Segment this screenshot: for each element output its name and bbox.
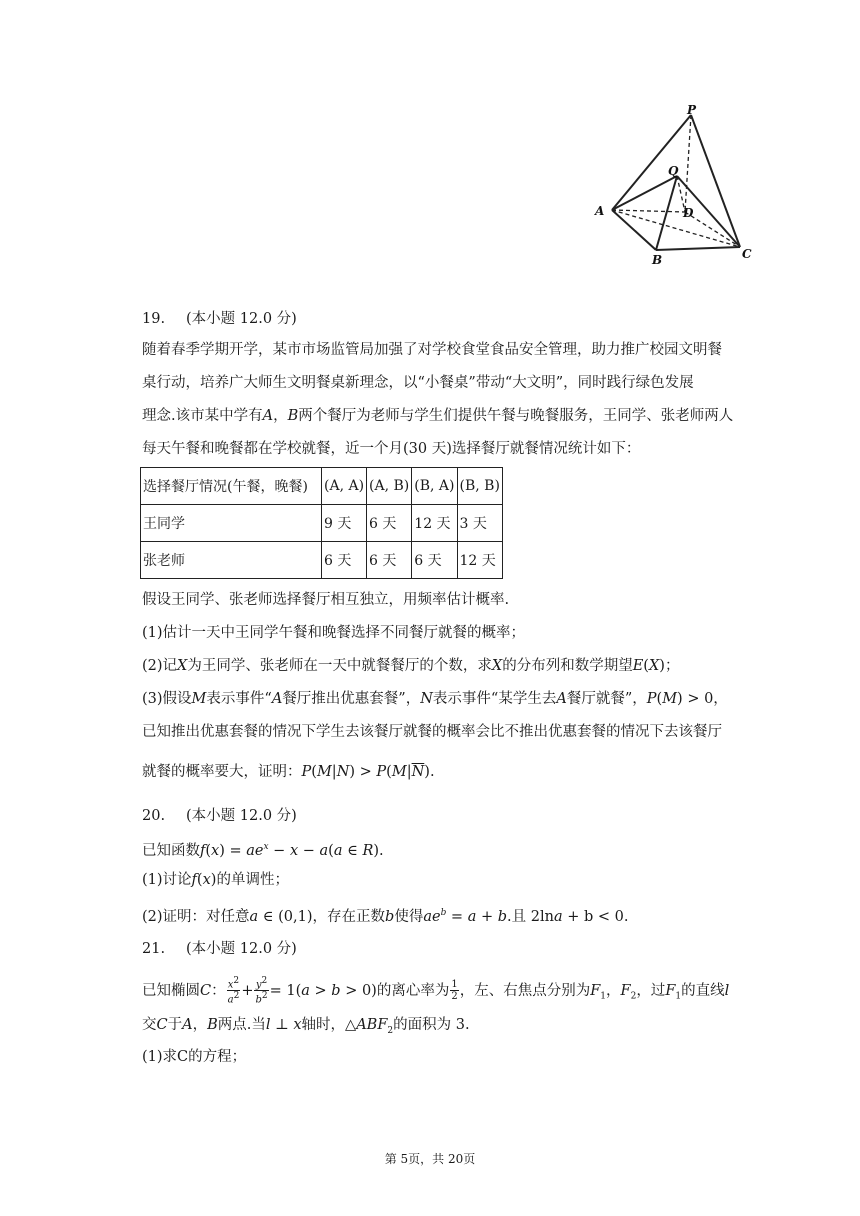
- table-cell: 6 天: [367, 542, 412, 579]
- edge-qb: [656, 176, 677, 250]
- table-cell: 王同学: [141, 505, 322, 542]
- q19-assumption: 假设王同学、张老师选择餐厅相互独立，用频率估计概率.: [142, 592, 510, 608]
- q20-score: (本小题 12.0 分): [186, 808, 297, 824]
- table-cell: 12 天: [457, 542, 502, 579]
- q21-number: 21.: [142, 941, 166, 957]
- edge-ad-hidden: [612, 210, 685, 212]
- q19-sub-3: (3)假设M表示事件“A餐厅推出优惠套餐”，N表示事件“某学生去A餐厅就餐”，P(M) > 0，: [142, 691, 728, 707]
- table-header-row: [141, 468, 503, 505]
- q19-sub-3-cont: 已知推出优惠套餐的情况下学生去该餐厅就餐的概率会比不推出优惠套餐的情况下去该餐厅: [142, 724, 722, 740]
- table-cell: 12 天: [412, 505, 457, 542]
- table-cell: 6 天: [367, 505, 412, 542]
- table-cell: 6 天: [322, 542, 367, 579]
- page-footer: 第 5页，共 20页: [384, 1152, 476, 1166]
- table-cell: 3 天: [457, 505, 502, 542]
- label-b: B: [652, 253, 663, 267]
- q21-para-1: 已知椭圆C： $\frac{x^2}{a^2}$ + $\frac{y^2}{b^2}$ = 1(a > b > 0)的离心率为 $\frac{1}{2}$ ，左、右焦点分别为$F_1$，$F_2$，过$F_1$的直线l: [142, 976, 730, 1006]
- edge-bc: [656, 247, 740, 250]
- q19-score: (本小题 12.0 分): [186, 311, 297, 327]
- label-c: C: [742, 247, 752, 261]
- q19-sub-1: (1)估计一天中王同学午餐和晚餐选择不同餐厅就餐的概率；: [142, 625, 526, 641]
- table-cell: 9 天: [322, 505, 367, 542]
- q19-sub-2: (2)记X为王同学、张老师在一天中就餐餐厅的个数，求X的分布列和数学期望E(X)；: [142, 658, 680, 674]
- q20-number: 20.: [142, 808, 166, 824]
- pyramid-figure: [590, 100, 770, 268]
- edge-pd-hidden: [685, 115, 691, 212]
- edge-pa: [612, 115, 691, 210]
- q19-para-1: 随着春季学期开学，某市市场监管局加强了对学校食堂食品安全管理，助力推广校园文明餐: [142, 342, 722, 358]
- label-d: D: [683, 206, 694, 220]
- dining-table: [140, 467, 503, 579]
- q19-para-4: 每天午餐和晚餐都在学校就餐，近一个月(30 天)选择餐厅就餐情况统计如下：: [142, 441, 641, 457]
- q21-score: (本小题 12.0 分): [186, 941, 297, 957]
- table-cell: 张老师: [141, 542, 322, 579]
- table-cell: 选择餐厅情况(午餐，晚餐): [141, 468, 322, 505]
- table-row: [141, 542, 503, 579]
- q19-sub-3-proof: 就餐的概率要大，证明：$P(M|N) > P(M|\overline{N})$.: [142, 764, 435, 780]
- edge-pc: [691, 115, 740, 247]
- edge-aq: [612, 176, 677, 210]
- label-p: P: [687, 103, 697, 117]
- q20-para-1: 已知函数$f(x) = ae^x - x - a(a$ ∈ R).: [142, 842, 384, 859]
- table-cell: 6 天: [412, 542, 457, 579]
- label-q: Q: [668, 164, 679, 178]
- q20-heading: [142, 804, 297, 825]
- q21-sub-1: (1)求C的方程；: [142, 1049, 247, 1065]
- q21-heading: [142, 937, 297, 958]
- q19-para-2: 桌行动，培养广大师生文明餐桌新理念，以“小餐桌”带动“大文明”，同时践行绿色发展: [142, 375, 694, 391]
- q19-para-3: 理念.该市某中学有A，B两个餐厅为老师与学生们提供午餐与晚餐服务，王同学、张老师两人: [142, 408, 734, 424]
- table-cell: (A, B): [367, 468, 412, 505]
- q20-sub-1: (1)讨论f(x)的单调性；: [142, 872, 289, 888]
- label-a: A: [595, 204, 605, 218]
- table-cell: (B, B): [457, 468, 502, 505]
- table-row: [141, 505, 503, 542]
- q20-sub-2: (2)证明：对任意a ∈ (0,1)，存在正数b使得$ae^b = a + b$.且 2lna + b < 0.: [142, 908, 629, 925]
- q21-para-2: 交C于A，B两点.当l ⊥ x轴时，$\triangle ABF_2$的面积为 3.: [142, 1017, 470, 1036]
- table-cell: (B, A): [412, 468, 457, 505]
- q19-number: 19.: [142, 311, 166, 327]
- q19-heading: [142, 307, 297, 328]
- table-cell: (A, A): [322, 468, 367, 505]
